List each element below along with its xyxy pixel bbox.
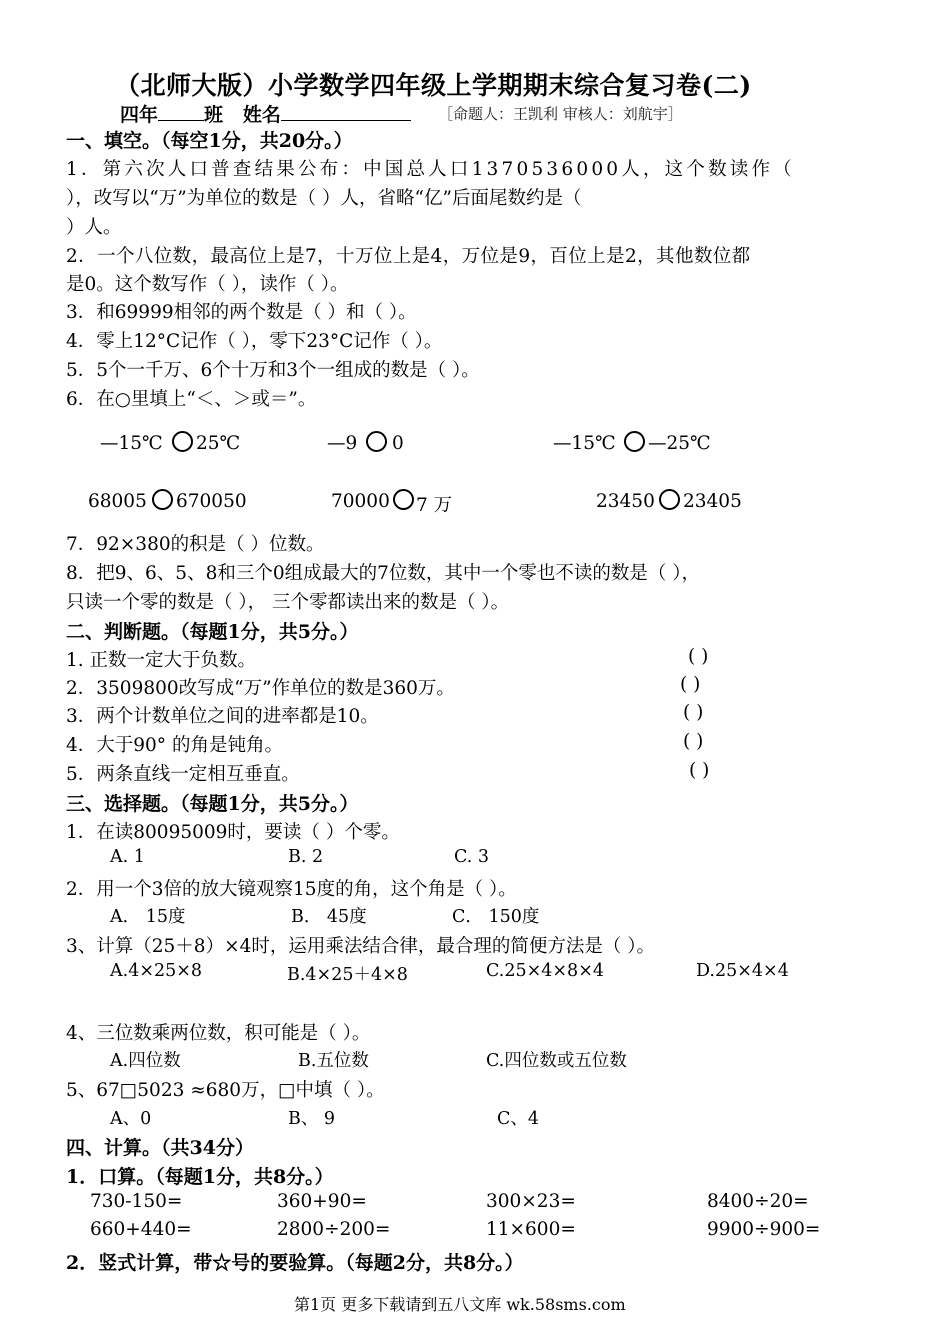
s3-q5: 5、67□5023 ≈680万，□中填（ ）。 bbox=[66, 1080, 385, 1101]
section3-heading: 三、选择题。（每题1分，共5分。） bbox=[66, 793, 359, 815]
s2-answer-paren[interactable]: ( ) bbox=[683, 702, 704, 723]
compare-circle[interactable] bbox=[393, 489, 414, 510]
s1-q1-line1: 1．第六次人口普查结果公布：中国总人口1370536000人，这个数读作（ bbox=[66, 159, 795, 180]
cmp-r1b-right: 0 bbox=[392, 433, 404, 454]
s2-answer-paren[interactable]: ( ) bbox=[688, 646, 709, 667]
compare-circle[interactable] bbox=[624, 431, 645, 452]
s2-item-4: 4．大于90° 的角是钝角。 bbox=[66, 735, 283, 756]
name-blank[interactable] bbox=[281, 120, 411, 121]
section2-heading: 二、判断题。（每题1分，共5分。） bbox=[66, 621, 359, 643]
s1-q8-line2: 只读一个零的数是（ ）， 三个零都读出来的数是（ ）。 bbox=[66, 592, 510, 613]
section4-heading: 四、计算。（共34分） bbox=[66, 1137, 254, 1159]
oral-calc-item: 2800÷200= bbox=[277, 1219, 391, 1240]
s2-answer-paren[interactable]: ( ) bbox=[680, 674, 701, 695]
cmp-r2c-left: 23450 bbox=[596, 491, 655, 512]
class-label: 班 bbox=[204, 104, 224, 126]
s1-q1-line2: ），改写以“万”为单位的数是（ ）人，省略“亿”后面尾数约是（ bbox=[66, 188, 582, 209]
s3-q3-opt-d[interactable]: D.25×4×4 bbox=[696, 961, 789, 981]
page-footer: 第1页 更多下载请到五八文库 wk.58sms.com bbox=[294, 1295, 626, 1314]
s1-q5: 5．5个一千万、6个十万和3个一组成的数是（ ）。 bbox=[66, 360, 480, 381]
s4-vertical-heading: 2．竖式计算，带☆号的要验算。（每题2分，共8分。） bbox=[66, 1252, 524, 1274]
s3-q2-opt-c[interactable]: C． 150度 bbox=[452, 907, 540, 927]
cmp-r2a-left: 68005 bbox=[88, 491, 147, 512]
s3-q5-opt-b[interactable]: B、 9 bbox=[288, 1109, 336, 1129]
s1-q4: 4．零上12°C记作（ ），零下23°C记作（ ）。 bbox=[66, 331, 443, 352]
name-label: 姓名 bbox=[242, 104, 281, 126]
cmp-r1b-left: —9 bbox=[327, 433, 358, 454]
s3-q1-opt-c[interactable]: C. 3 bbox=[454, 847, 490, 867]
page-title: （北师大版）小学数学四年级上学期期末综合复习卷(二) bbox=[115, 71, 752, 100]
s1-q6: 6．在○里填上“＜、＞或＝”。 bbox=[66, 389, 317, 410]
s3-q5-opt-c[interactable]: C、4 bbox=[497, 1109, 540, 1129]
oral-calc-item: 730-150= bbox=[90, 1191, 183, 1212]
s2-item-5: 5．两条直线一定相互垂直。 bbox=[66, 764, 300, 785]
s3-q3-opt-c[interactable]: C.25×4×8×4 bbox=[486, 961, 604, 981]
s1-q1-line3: ）人。 bbox=[66, 217, 122, 238]
s3-q3-opt-a[interactable]: A.4×25×8 bbox=[110, 961, 203, 981]
oral-calc-item: 9900÷900= bbox=[707, 1219, 821, 1240]
cmp-r1a-left: —15℃ bbox=[100, 433, 163, 454]
s3-q1-opt-b[interactable]: B. 2 bbox=[288, 847, 324, 867]
student-info bbox=[120, 100, 411, 127]
oral-calc-item: 11×600= bbox=[486, 1219, 576, 1240]
s1-q2-line1: 2．一个八位数，最高位上是7，十万位上是4，万位是9，百位上是2，其他数位都 bbox=[66, 246, 751, 267]
s2-item-3: 3．两个计数单位之间的进率都是10。 bbox=[66, 706, 379, 727]
cmp-r2b-right: 7 万 bbox=[416, 495, 453, 516]
s3-q1: 1．在读80095009时，要读（ ）个零。 bbox=[66, 822, 400, 843]
s3-q3: 3、计算（25＋8）×4时，运用乘法结合律，最合理的简便方法是（ ）。 bbox=[66, 936, 655, 957]
s3-q1-opt-a[interactable]: A. 1 bbox=[110, 847, 145, 867]
cmp-r2c-right: 23405 bbox=[683, 491, 742, 512]
grade-label: 四年 bbox=[120, 104, 159, 126]
oral-calc-item: 360+90= bbox=[277, 1191, 367, 1212]
oral-calc-item: 8400÷20= bbox=[707, 1191, 809, 1212]
cmp-r1a-right: 25℃ bbox=[196, 433, 241, 454]
s3-q3-opt-b[interactable]: B.4×25＋4×8 bbox=[287, 965, 408, 985]
oral-calc-item: 660+440= bbox=[90, 1219, 192, 1240]
cmp-r1c-left: —15℃ bbox=[553, 433, 616, 454]
s2-item-2: 2．3509800改写成“万”作单位的数是360万。 bbox=[66, 678, 455, 699]
cmp-r1c-right: —25℃ bbox=[648, 433, 711, 454]
s3-q4: 4、三位数乘两位数，积可能是（ ）。 bbox=[66, 1023, 371, 1044]
s3-q4-opt-a[interactable]: A.四位数 bbox=[110, 1051, 181, 1071]
s4-oral-heading: 1．口算。（每题1分，共8分。） bbox=[66, 1166, 334, 1188]
oral-calc-item: 300×23= bbox=[486, 1191, 576, 1212]
s2-answer-paren[interactable]: ( ) bbox=[689, 760, 710, 781]
s3-q4-opt-c[interactable]: C.四位数或五位数 bbox=[486, 1051, 627, 1071]
cmp-r2a-right: 670050 bbox=[176, 491, 247, 512]
s2-answer-paren[interactable]: ( ) bbox=[683, 731, 704, 752]
s3-q2-opt-b[interactable]: B． 45度 bbox=[291, 907, 367, 927]
compare-circle[interactable] bbox=[172, 431, 193, 452]
compare-circle[interactable] bbox=[366, 431, 387, 452]
s3-q2-opt-a[interactable]: A． 15度 bbox=[110, 907, 186, 927]
cmp-r2b-left: 70000 bbox=[331, 491, 390, 512]
s1-q2-line2: 是0。这个数写作（ ），读作（ ）。 bbox=[66, 274, 349, 295]
s1-q8-line1: 8．把9、6、5、8和三个0组成最大的7位数，其中一个零也不读的数是（ ）， bbox=[66, 563, 701, 584]
s3-q5-opt-a[interactable]: A、0 bbox=[110, 1109, 152, 1129]
s1-q3: 3．和69999相邻的两个数是（ ）和（ ）。 bbox=[66, 302, 417, 323]
s1-q7: 7．92×380的积是（ ）位数。 bbox=[66, 534, 325, 555]
authors-note: ［命题人：王凯利 审核人：刘航宇］ bbox=[438, 105, 683, 123]
section1-heading: 一、填空。（每空1分，共20分。） bbox=[66, 130, 353, 152]
class-blank[interactable] bbox=[158, 120, 204, 121]
s3-q2: 2．用一个3倍的放大镜观察15度的角，这个角是（ ）。 bbox=[66, 879, 517, 900]
compare-circle[interactable] bbox=[659, 489, 680, 510]
s3-q4-opt-b[interactable]: B.五位数 bbox=[298, 1051, 369, 1071]
s2-item-1: 1. 正数一定大于负数。 bbox=[66, 650, 257, 671]
compare-circle[interactable] bbox=[152, 489, 173, 510]
